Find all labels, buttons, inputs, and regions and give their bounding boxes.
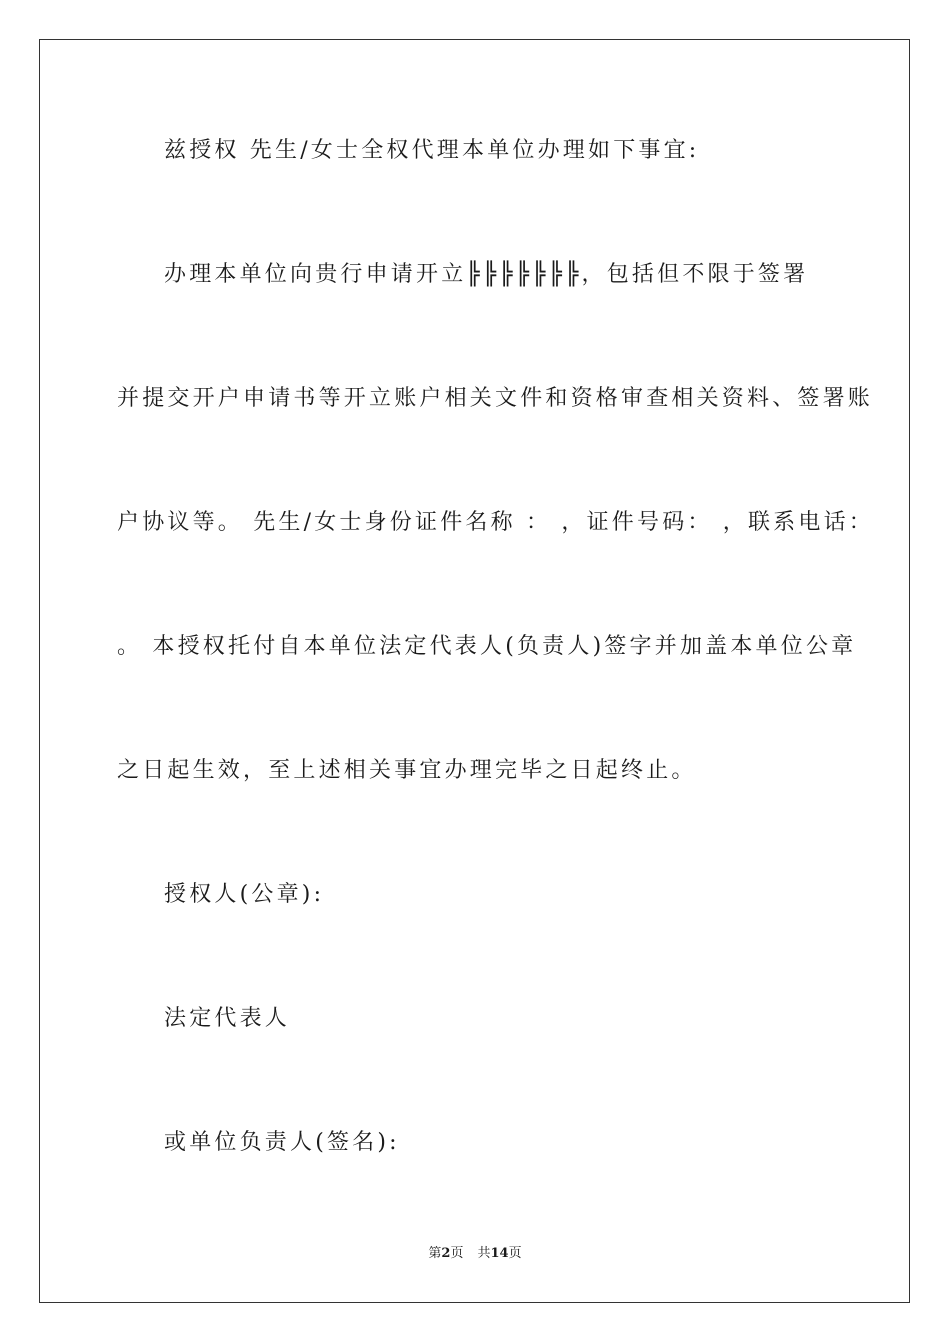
- unit-leader-signature-label: 或单位负责人(签名):: [164, 1130, 400, 1155]
- page-prefix: 第: [428, 1246, 442, 1261]
- authorizer-seal-label: 授权人(公章):: [164, 882, 325, 907]
- legal-representative-label: 法定代表人: [164, 1006, 291, 1031]
- text-line-3: 并提交开户申请书等开立账户相关文件和资格审查相关资料、签署账: [117, 386, 874, 411]
- text-line-6: 之日起生效，至上述相关事宜办理完毕之日起终止。: [117, 758, 697, 783]
- page-border: [39, 39, 910, 1303]
- text-line-2: 办理本单位向贵行申请开立╠╠╠╠╠╠╠，包括但不限于签署: [164, 262, 809, 287]
- total-pages: 14: [490, 1246, 509, 1261]
- total-prefix: 共: [477, 1246, 491, 1261]
- text-line-4: 户协议等。 先生/女士身份证件名称 ： ，证件号码： ，联系电话：: [117, 510, 874, 535]
- page-suffix: 页: [450, 1246, 464, 1261]
- page-number: 2: [441, 1246, 451, 1261]
- text-line-1: 兹授权 先生/女士全权代理本单位办理如下事宜:: [164, 138, 700, 163]
- text-line-5: 。 本授权托付自本单位法定代表人(负责人)签字并加盖本单位公章: [117, 634, 857, 659]
- page-footer: [0, 1246, 950, 1262]
- total-suffix: 页: [508, 1246, 522, 1261]
